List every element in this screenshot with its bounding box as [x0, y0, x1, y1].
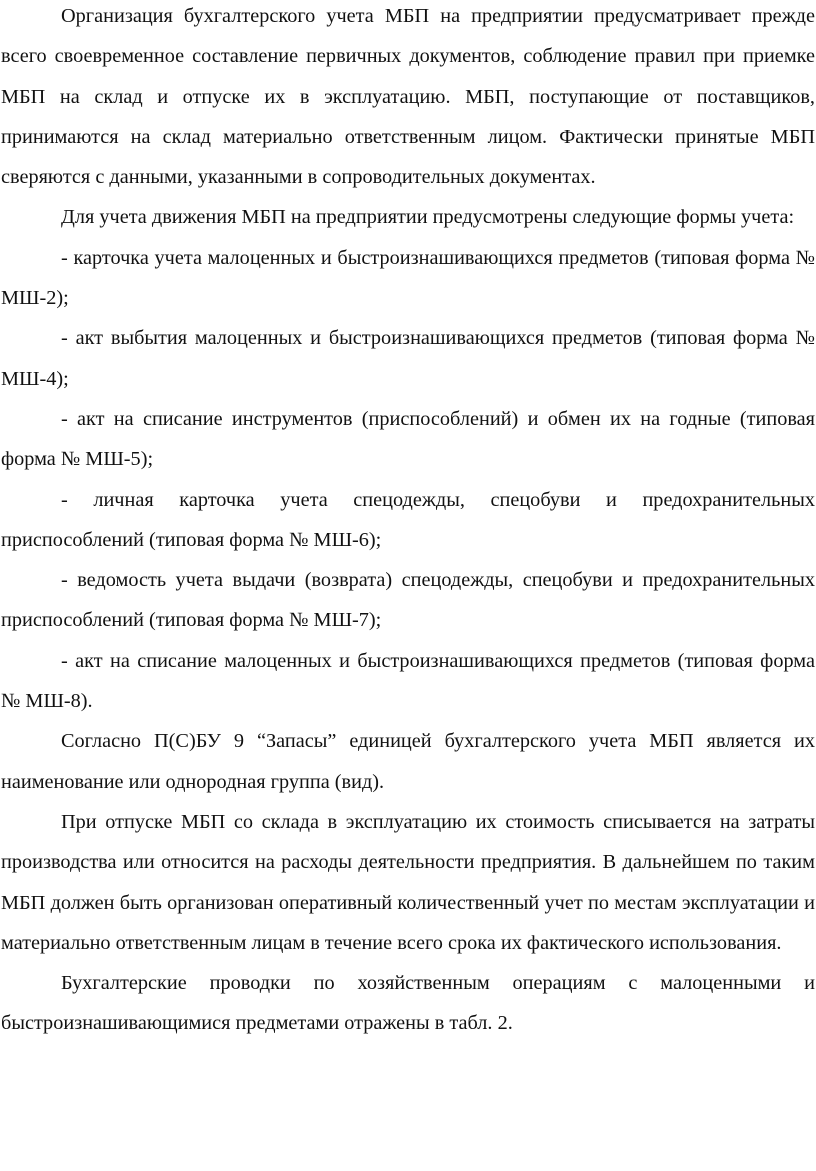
- paragraph-accounting-unit: Согласно П(С)БУ 9 “Запасы” единицей бухгалтерского учета МБП является их наименование или однородная группа (вид).: [1, 730, 815, 793]
- list-item-form-msh8: - акт на списание малоценных и быстроизнашивающихся предметов (типовая форма № МШ-8).: [1, 649, 815, 713]
- list-item-form-msh5: - акт на списание инструментов (приспособлений) и обмен их на годные (типовая форма № МШ-5);: [1, 407, 815, 471]
- list-item-form-msh6: - личная карточка учета спецодежды, спецобуви и предохранительных приспособлений (типовая форма № МШ-6);: [1, 488, 815, 551]
- list-item-form-msh7: - ведомость учета выдачи (возврата) спецодежды, спецобуви и предохранительных приспособлений (типовая форма № МШ-7);: [1, 569, 815, 632]
- paragraph-forms-intro: Для учета движения МБП на предприятии предусмотрены следующие формы учета:: [61, 206, 795, 229]
- list-item-form-msh4: - акт выбытия малоценных и быстроизнашивающихся предметов (типовая форма № МШ-4);: [1, 327, 815, 390]
- list-item-form-msh2: - карточка учета малоценных и быстроизнашивающихся предметов (типовая форма № МШ-2);: [1, 246, 815, 310]
- paragraph-table-reference: Бухгалтерские проводки по хозяйственным операциям с малоценными и быстроизнашивающимися предметами отражены в табл. 2.: [1, 972, 815, 1035]
- paragraph-organization: Организация бухгалтерского учета МБП на предприятии предусматривает прежде всего своевременное составление первичных документов, соблюдение правил при приемке МБП на склад и отпуске их в эксплуатацию. МБП, поступающие от поставщиков, принимаются на склад материально ответственным лицом. Фактически принятые МБП сверяются с данными, указанными в сопроводительных документах.: [1, 5, 815, 189]
- paragraph-write-off: При отпуске МБП со склада в эксплуатацию их стоимость списывается на затраты производства или относится на расходы деятельности предприятия. В дальнейшем по таким МБП должен быть организован оперативный количественный учет по местам эксплуатации и материально ответственным лицам в течение всего срока их фактического использования.: [1, 810, 815, 954]
